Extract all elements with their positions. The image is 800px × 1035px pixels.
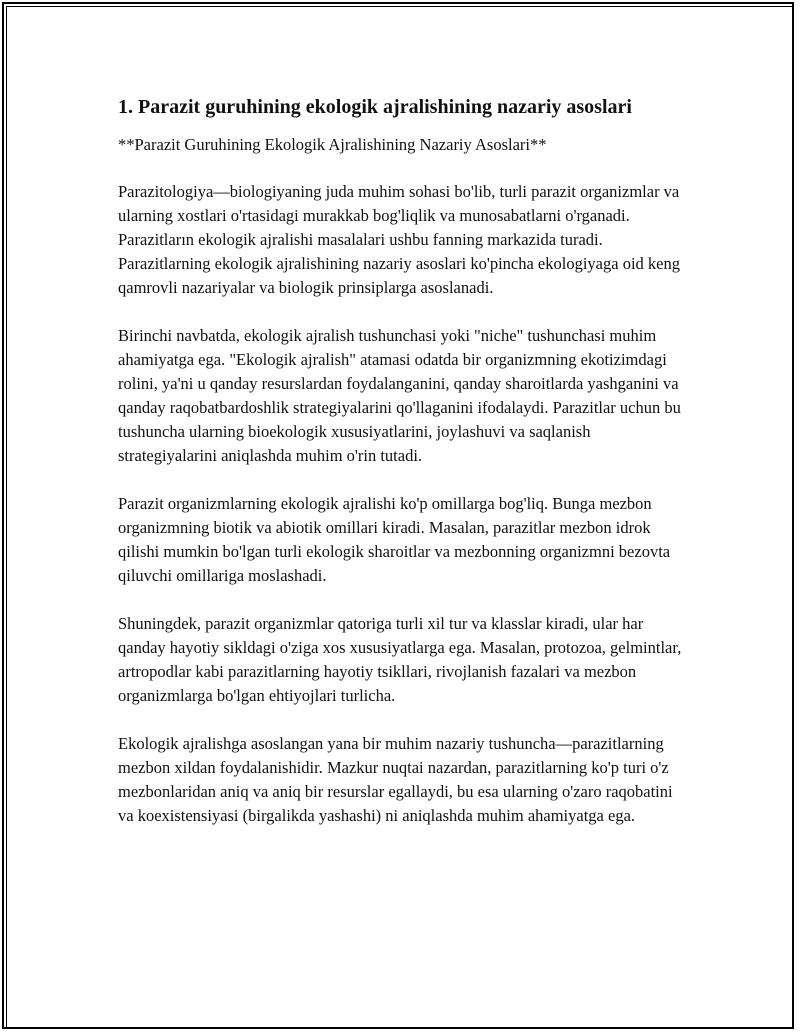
- paragraph-4: Shuningdek, parazit organizmlar qatoriga turli xil tur va klasslar kiradi, ular har qanday hayotiy sikldagi o'ziga xos xususiyatlarga ega. Masalan, protozoa, gelmintlar, artropodlar kabi parazitlarning hayotiy tsikllari, rivojlanish fazalari va mezbon organizmlarga bo'lgan ehtiyojlari turlicha.: [118, 614, 682, 705]
- paragraph-3: Parazit organizmlarning ekologik ajralishi ko'p omillarga bog'liq. Bunga mezbon organizmning biotik va abiotik omillari kiradi. Masalan, parazitlar mezbon idrok qilishi mumkin bo'lgan turli ekologik sharoitlar va mezbonning organizmni bezovta qiluvchi omillariga moslashadi.: [118, 494, 671, 585]
- section-heading: 1. Parazit guruhining ekologik ajralishining nazariy asoslari: [118, 96, 632, 118]
- paragraph-1: Parazitologiya—biologiyaning juda muhim sohasi bo'lib, turli parazit organizmlar va ularning xostlari o'rtasidagi murakkab bog'liqlik va munosabatlarni o'rganadi. Parazitların ekologik ajralishi masalalari ushbu fanning markazida turadi. Parazitlarning ekologik ajralishining nazariy asoslari ko'pincha ekologiyaga oid keng qamrovli nazariyalar va biologik prinsiplarga asoslanadi.: [118, 182, 680, 297]
- section-subheading: **Parazit Guruhining Ekologik Ajralishining Nazariy Asoslari**: [118, 135, 547, 154]
- paragraph-5: Ekologik ajralishga asoslangan yana bir muhim nazariy tushuncha—parazitlarning mezbon xildan foydalanishidir. Mazkur nuqtai nazardan, parazitlarning ko'p turi o'z mezbonlaridan aniq va aniq bir resurslar egallaydi, bu esa ularning o'zaro raqobatini va koexistensiyasi (birgalikda yashashi) ni aniqlashda muhim ahamiyatga ega.: [118, 734, 673, 825]
- document-body: [118, 94, 684, 852]
- paragraph-2: Birinchi navbatda, ekologik ajralish tushunchasi yoki "niche" tushunchasi muhim ahamiyatga ega. "Ekologik ajralish" atamasi odatda bir organizmning ekotizimdagi rolini, ya'ni u qanday resurslardan foydalanganini, qanday sharoitlarda yashganini va qanday raqobatbardoshlik strategiyalarini qo'llaganini ifodalaydi. Parazitlar uchun bu tushuncha ularning bioekologik xususiyatlarini, joylashuvi va saqlanish strategiyalarini aniqlashda muhim o'rin tutadi.: [118, 326, 681, 465]
